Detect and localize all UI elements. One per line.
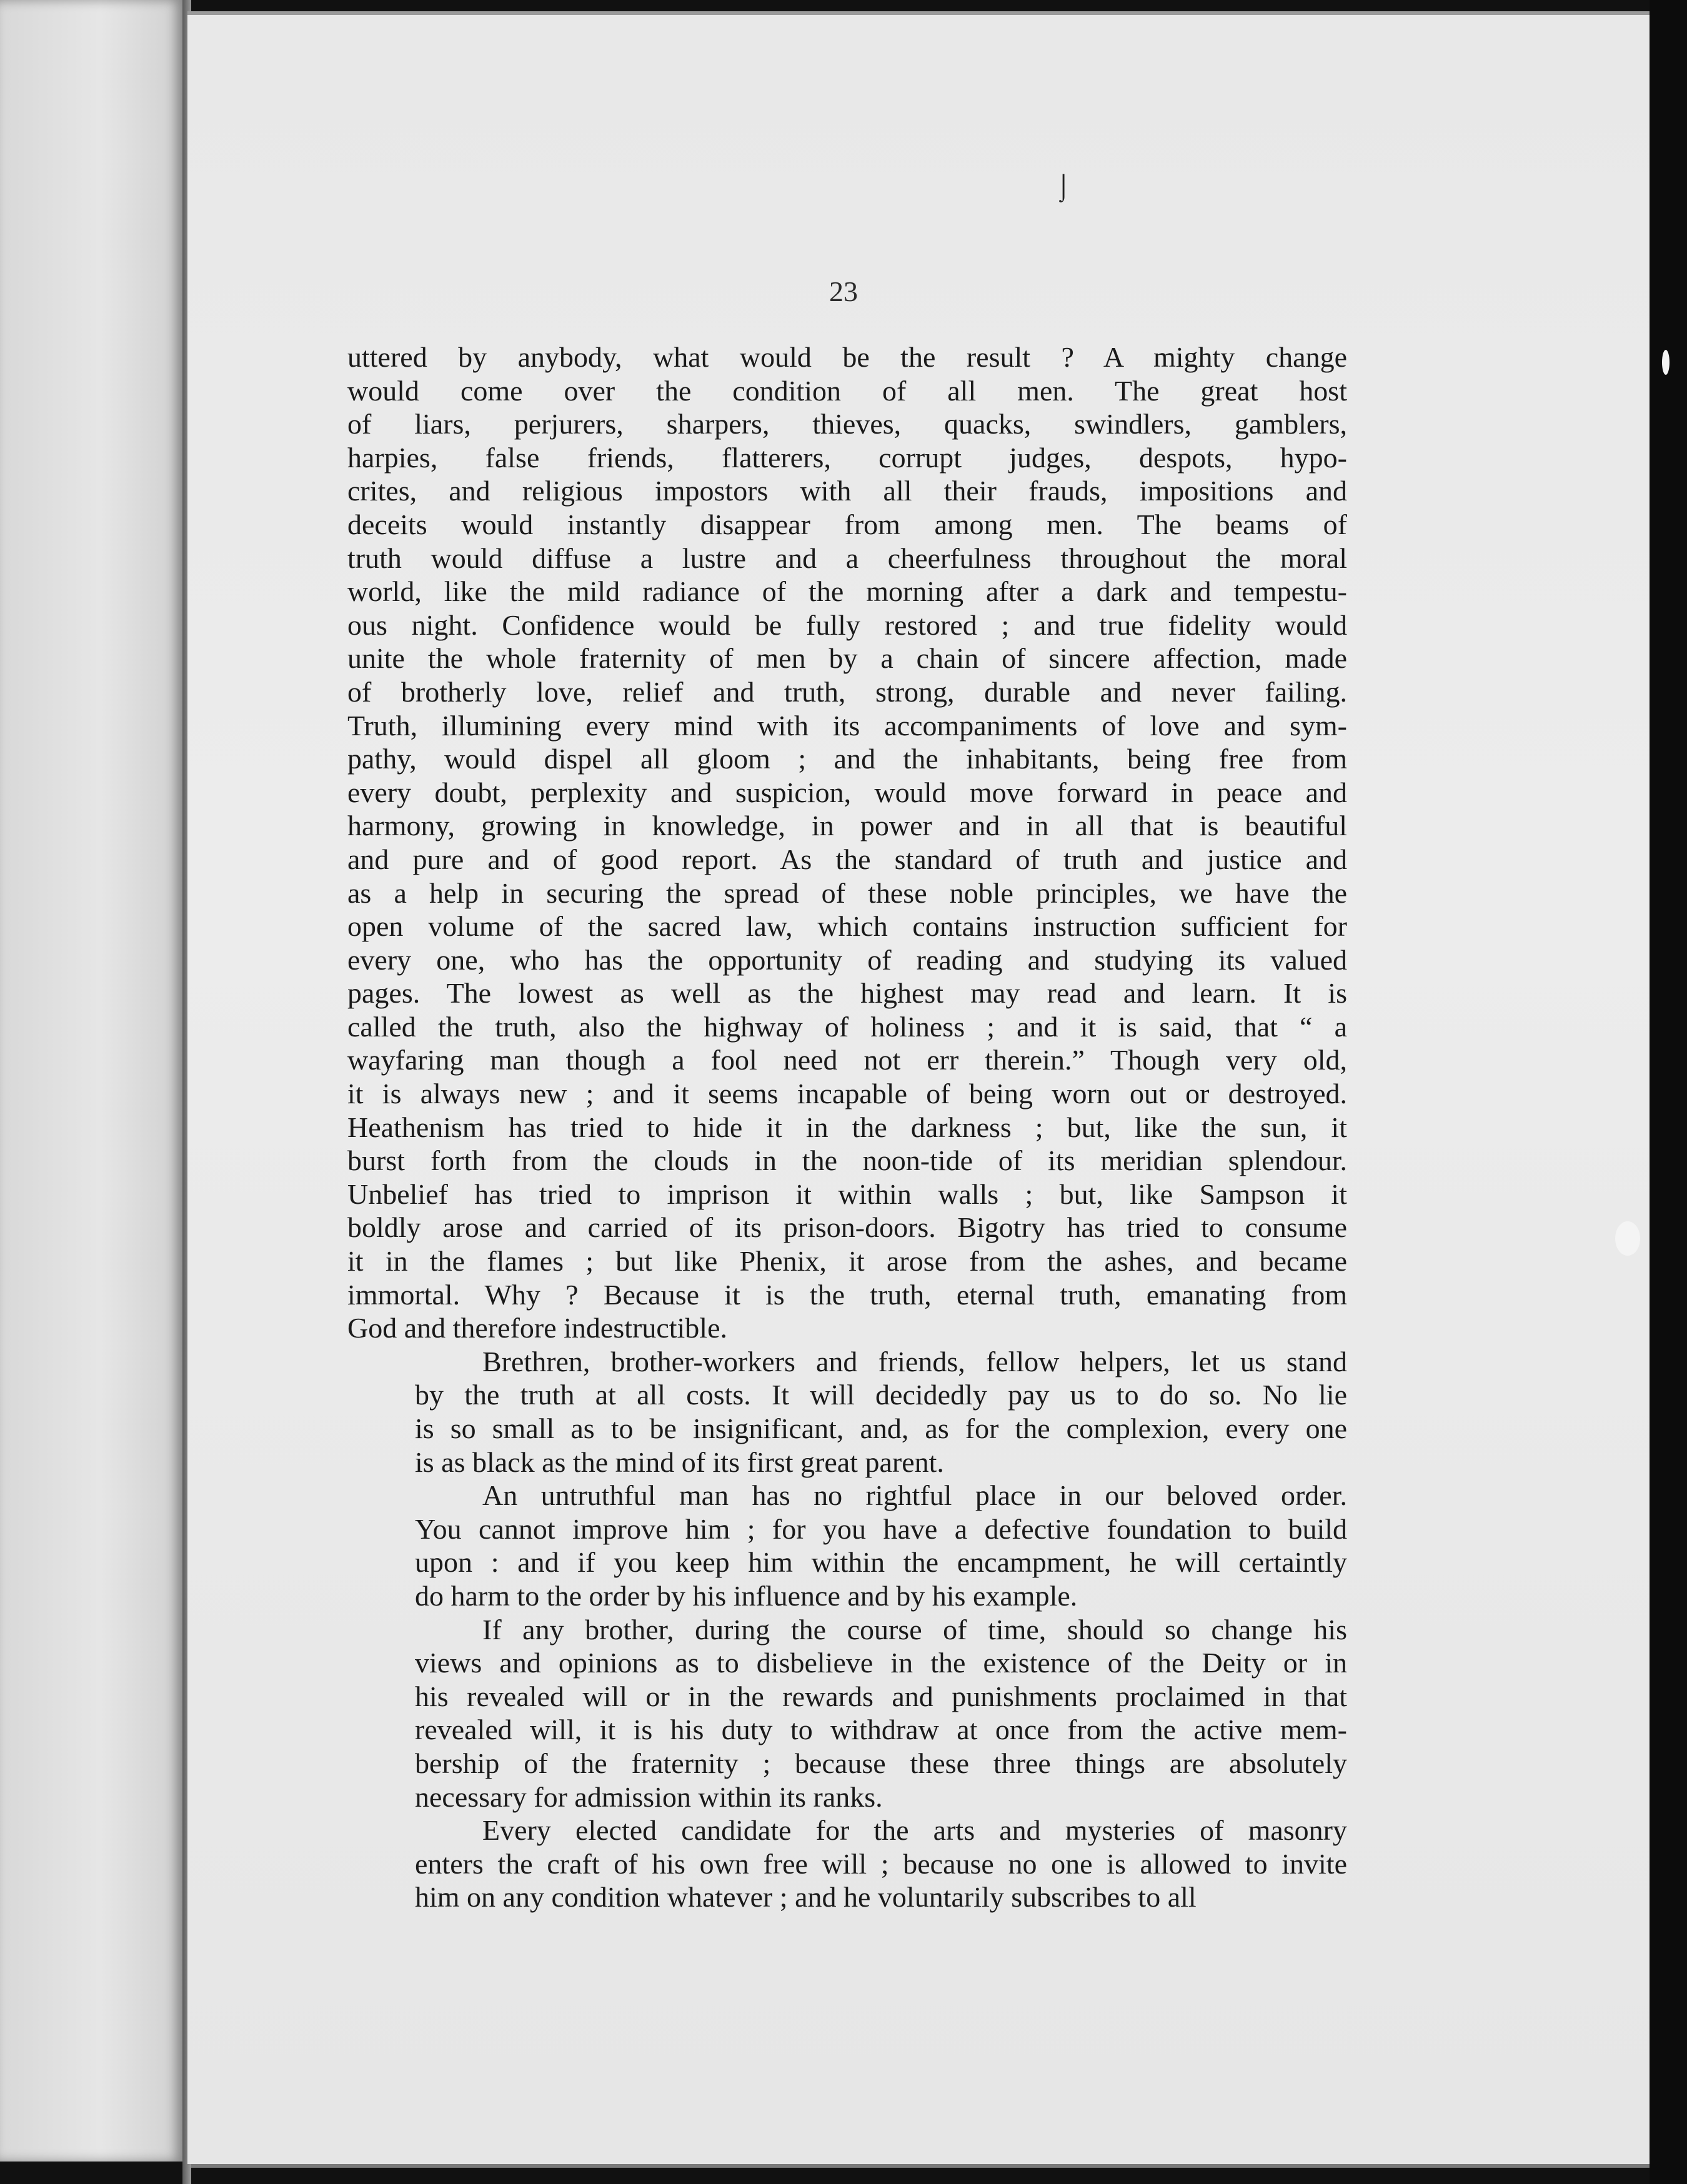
text-line: it is always new ; and it seems incapable of being worn out or destroyed. [347, 1078, 1347, 1110]
text-line: harmony, growing in knowledge, in power and in all that is beautiful [347, 810, 1347, 842]
text-line: every one, who has the opportunity of reading and studying its valued [347, 943, 1347, 976]
text-line: would come over the condition of all men. The great host [347, 374, 1347, 407]
text-line: as a help in securing the spread of these noble principles, we have the [347, 876, 1347, 909]
text-line: crites, and religious impostors with all their frauds, impositions and [347, 475, 1347, 507]
text-line: God and therefore indestructible. [347, 1312, 727, 1344]
text-line: truth would diffuse a lustre and a cheerfulness throughout the moral [347, 542, 1347, 574]
text-line: harpies, false friends, flatterers, corrupt judges, despots, hypo- [347, 441, 1347, 474]
text-line: uttered by anybody, what would be the result ? A mighty change [347, 341, 1347, 373]
text-line: him on any condition whatever ; and he voluntarily subscribes to all [415, 1881, 1197, 1913]
text-line: Heathenism has tried to hide it in the darkness ; but, like the sun, it [347, 1111, 1347, 1143]
text-line: necessary for admission within its ranks. [415, 1780, 883, 1813]
text-line: revealed will, it is his duty to withdraw at once from the active mem- [415, 1714, 1347, 1746]
body-text [347, 340, 1347, 1914]
text-line: immortal. Why ? Because it is the truth, eternal truth, emanating from [347, 1278, 1347, 1311]
scan-speck [1615, 1221, 1640, 1256]
text-line: ous night. Confidence would be fully restored ; and true fidelity would [347, 608, 1347, 641]
text-line: If any brother, during the course of time, should so change his [482, 1613, 1347, 1645]
text-line: called the truth, also the highway of holiness ; and it is said, that “ a [347, 1010, 1347, 1043]
text-line: and pure and of good report. As the standard of truth and justice and [347, 843, 1347, 875]
text-line: Brethren, brother-workers and friends, fellow helpers, let us stand [482, 1345, 1347, 1377]
paragraph [347, 1814, 1347, 1914]
text-line: world, like the mild radiance of the morning after a dark and tempestu- [347, 575, 1347, 608]
text-line: Unbelief has tried to imprison it within walls ; but, like Sampson it [347, 1178, 1347, 1210]
text-line: unite the whole fraternity of men by a chain of sincere affection, made [347, 642, 1347, 675]
page-number: 23 [829, 275, 858, 307]
text-line: burst forth from the clouds in the noon-tide of its meridian splendour. [347, 1144, 1347, 1177]
text-line: You cannot improve him ; for you have a defective foundation to build [415, 1512, 1347, 1545]
paragraph [347, 1479, 1347, 1612]
text-line: of brotherly love, relief and truth, strong, durable and never failing. [347, 675, 1347, 708]
text-line: pathy, would dispel all gloom ; and the inhabitants, being free from [347, 743, 1347, 775]
text-line: bership of the fraternity ; because these three things are absolutely [415, 1747, 1347, 1779]
paragraph [347, 340, 1347, 1345]
text-line: open volume of the sacred law, which contains instruction sufficient for [347, 910, 1347, 943]
text-line: enters the craft of his own free will ; because no one is allowed to invite [415, 1847, 1347, 1880]
paragraph [347, 1345, 1347, 1479]
text-line: deceits would instantly disappear from among men. The beams of [347, 508, 1347, 540]
text-line: wayfaring man though a fool need not err therein.” Though very old, [347, 1044, 1347, 1076]
text-line: his revealed will or in the rewards and punishments proclaimed in that [415, 1680, 1347, 1712]
text-line: is so small as to be insignificant, and, as for the complexion, every one [415, 1412, 1347, 1444]
text-line: is as black as the mind of its first great parent. [415, 1446, 944, 1478]
text-line: Every elected candidate for the arts and mysteries of masonry [482, 1814, 1347, 1847]
text-line: by the truth at all costs. It will decidedly pay us to do so. No lie [415, 1379, 1347, 1411]
text-line: views and opinions as to disbelieve in the existence of the Deity or in [415, 1647, 1347, 1679]
scan-speck [1662, 350, 1670, 375]
facing-page-left [0, 0, 186, 2162]
text-line: of liars, perjurers, sharpers, thieves, quacks, swindlers, gamblers, [347, 408, 1347, 440]
text-line: Truth, illumining every mind with its accompaniments of love and sym- [347, 709, 1347, 742]
text-line: upon : and if you keep him within the encampment, he will certaintly [415, 1546, 1347, 1579]
text-line: every doubt, perplexity and suspicion, would move forward in peace and [347, 776, 1347, 808]
scan-mark: ⌡ [1056, 172, 1072, 201]
scan-border-right [1650, 0, 1687, 2184]
text-line: it in the flames ; but like Phenix, it arose from the ashes, and became [347, 1245, 1347, 1278]
text-line: pages. The lowest as well as the highest may read and learn. It is [347, 977, 1347, 1010]
text-line: An untruthful man has no rightful place in our beloved order. [482, 1479, 1347, 1512]
text-line: boldly arose and carried of its prison-doors. Bigotry has tried to consume [347, 1211, 1347, 1244]
paragraph [347, 1613, 1347, 1814]
text-line: do harm to the order by his influence and by his example. [415, 1579, 1078, 1612]
